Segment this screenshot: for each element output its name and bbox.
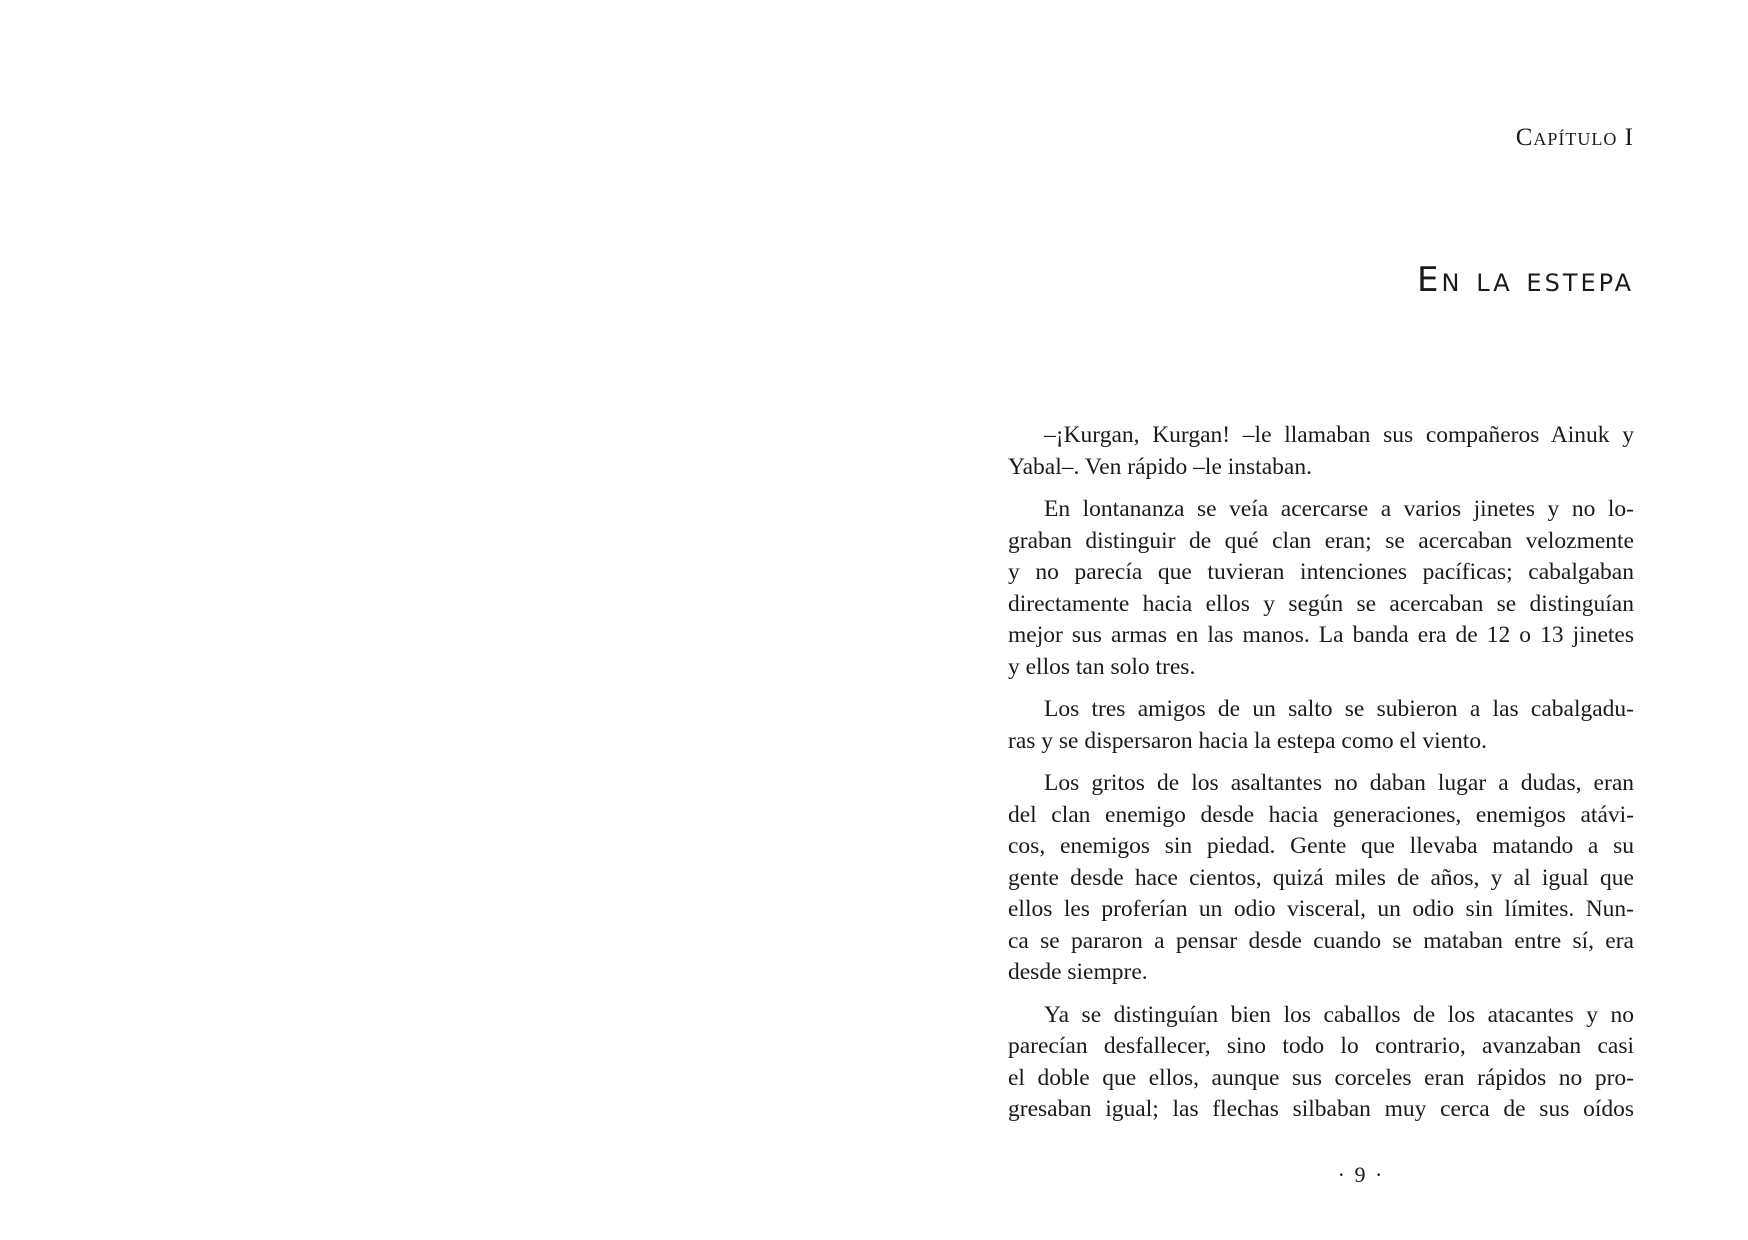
paragraph (1008, 1000, 1634, 1126)
paragraph (1008, 694, 1634, 757)
paragraph (1008, 768, 1634, 989)
text-line: el doble que ellos, aunque sus corceles eran rápidos no pro- (1008, 1064, 1634, 1091)
paragraph (1008, 494, 1634, 683)
text-line: ras y se dispersaron hacia la estepa como el viento. (1008, 727, 1487, 754)
paragraph (1008, 420, 1634, 483)
text-line: graban distinguir de qué clan eran; se acercaban velozmente (1008, 527, 1634, 554)
text-line: mejor sus armas en las manos. La banda era de 12 o 13 jinetes (1008, 622, 1634, 648)
text-line: Los tres amigos de un salto se subieron a las cabalgadu- (1044, 696, 1634, 722)
text-line: ellos les proferían un odio visceral, un odio sin límites. Nun- (1008, 896, 1634, 922)
right-page (874, 0, 1748, 1240)
text-line: Yabal–. Ven rápido –le instaban. (1008, 453, 1312, 480)
chapter-label: Capítulo I (1515, 124, 1634, 151)
text-line: En lontananza se veía acercarse a varios jinetes y no lo- (1044, 496, 1634, 522)
text-line: y ellos tan solo tres. (1008, 653, 1196, 680)
text-line: gente desde hace cientos, quizá miles de años, y al igual que (1008, 864, 1634, 891)
text-line: y no parecía que tuvieran intenciones pacíficas; cabalgaban (1008, 559, 1634, 585)
text-line: parecían desfallecer, sino todo lo contrario, avanzaban casi (1008, 1033, 1634, 1059)
text-line: –¡Kurgan, Kurgan! –le llamaban sus compañeros Ainuk y (1044, 422, 1634, 448)
text-line: cos, enemigos sin piedad. Gente que llevaba matando a su (1008, 833, 1634, 859)
text-line: desde siempre. (1008, 959, 1148, 985)
text-line: directamente hacia ellos y según se acercaban se distinguían (1008, 590, 1634, 617)
text-line: Ya se distinguían bien los caballos de los atacantes y no (1044, 1001, 1634, 1028)
text-line: ca se pararon a pensar desde cuando se mataban entre sí, era (1008, 927, 1634, 954)
text-line: Los gritos de los asaltantes no daban lugar a dudas, eran (1044, 770, 1634, 796)
chapter-body-text (1008, 420, 1634, 1126)
page-number: · 9 · (1337, 1162, 1385, 1187)
text-line: del clan enemigo desde hacia generaciones, enemigos atávi- (1008, 801, 1634, 828)
chapter-title: En la estepa (1417, 260, 1634, 300)
text-line: gresaban igual; las flechas silbaban muy cerca de sus oídos (1008, 1096, 1634, 1122)
